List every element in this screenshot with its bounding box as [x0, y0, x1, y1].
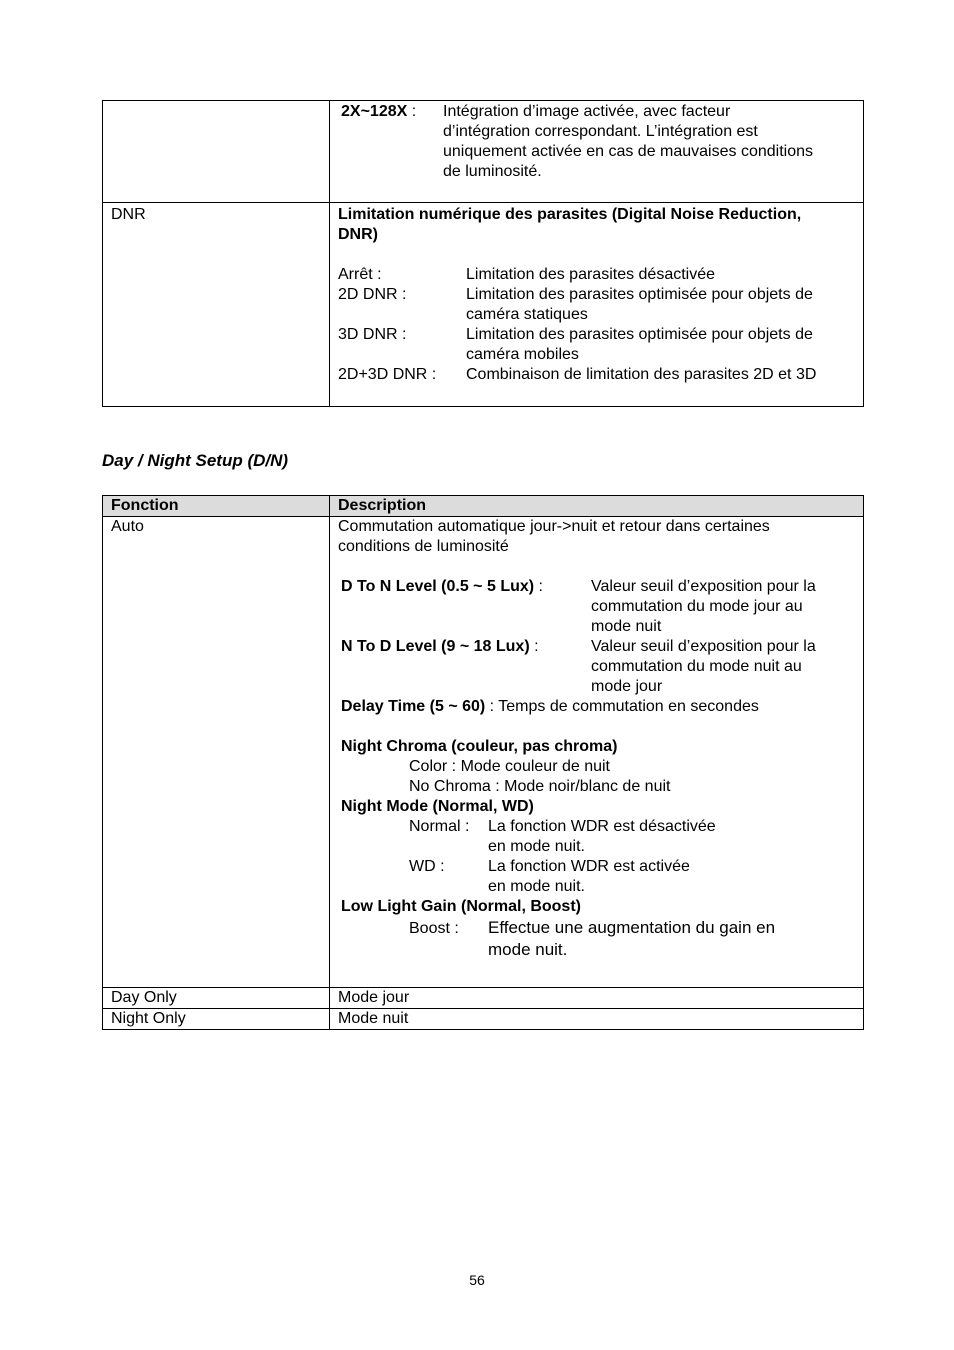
- list-item: N To D Level (9 ~ 18 Lux) : Valeur seuil d’exposition pour la commutation du mode nuit au mode jour: [341, 638, 816, 695]
- list-item: Boost : Effectue une augmentation du gain en mode nuit.: [409, 918, 776, 959]
- header-description: Description: [338, 497, 427, 514]
- table-header-row: [103, 496, 863, 516]
- list-item: Delay Time (5 ~ 60) : Temps de commutation en secondes: [341, 698, 759, 715]
- description-cell: Mode nuit: [338, 1010, 409, 1027]
- list-item: 2D DNR : Limitation des parasites optimisée pour objets de caméra statiques: [338, 286, 813, 323]
- function-cell: Auto: [103, 517, 330, 987]
- table-row: [103, 1008, 863, 1029]
- table-row: [103, 516, 863, 987]
- settings-table-continued: [102, 100, 864, 407]
- function-cell: Day Only: [103, 988, 330, 1008]
- integration-key: 2X~128X :: [341, 103, 417, 120]
- description-cell: Limitation numérique des parasites (Digital Noise Reduction, DNR) Arrêt : Limitation des parasites désactivée 2D DNR : Limitation des parasites optimisée pour objets de caméra statiques 3D DNR : Limitation des parasites optimisée pour objets de caméra mobiles 2D+3D DNR : Combinaison de limitation des parasites 2D et 3D: [330, 203, 863, 406]
- day-night-table: [102, 495, 864, 1030]
- night-chroma-title: Night Chroma (couleur, pas chroma): [341, 738, 618, 755]
- header-fonction: Fonction: [103, 496, 330, 516]
- page-number: 56: [469, 1272, 485, 1288]
- description-cell: Mode jour: [338, 989, 410, 1006]
- list-item: Normal : La fonction WDR est désactivée en mode nuit.: [409, 818, 716, 855]
- integration-description: Intégration d’image activée, avec facteur d’intégration correspondant. L’intégration est uniquement activée en cas de mauvaises conditions de luminosité.: [443, 103, 813, 180]
- table-row: [103, 202, 863, 406]
- low-light-title: Low Light Gain (Normal, Boost): [341, 898, 581, 915]
- function-cell: Night Only: [103, 1009, 330, 1029]
- list-item: Arrêt : Limitation des parasites désactivée: [338, 266, 716, 283]
- description-cell: [330, 101, 863, 202]
- dnr-title: Limitation numérique des parasites (Digital Noise Reduction,: [338, 206, 802, 223]
- list-item: WD : La fonction WDR est activée en mode nuit.: [409, 858, 690, 895]
- list-item: 2D+3D DNR : Combinaison de limitation des parasites 2D et 3D: [338, 366, 817, 383]
- description-cell: Commutation automatique jour->nuit et retour dans certaines conditions de luminosité D To N Level (0.5 ~ 5 Lux) : Valeur seuil d’exposition pour la commutation du mode jour au mode nuit N To D Level (9 ~ 18 Lux) : Valeur seuil d’exposition pour la commutation du mode nuit au mode jour Delay Time (5 ~ 60) : Temps de commutation en secondes Night Chroma (couleur, pas chroma) Color : Mode couleur de nuit No Chroma : Mode noir/blanc de nuit Night Mode (Normal, WD) Normal : La fonction WDR est désactivée en mode nuit. WD : La fonction WDR est activée en mode nuit. Low Light Gain (Normal, Boost) Boost : Effectue une augmentation du gain en mode nuit.: [330, 517, 863, 987]
- table-row: [103, 987, 863, 1008]
- list-item: D To N Level (0.5 ~ 5 Lux) : Valeur seuil d’exposition pour la commutation du mode jour au mode nuit: [341, 578, 816, 635]
- function-cell: [103, 101, 330, 202]
- table-row: [103, 101, 863, 202]
- section-title: Day / Night Setup (D/N): [102, 451, 289, 470]
- night-mode-title: Night Mode (Normal, WD): [341, 798, 534, 815]
- auto-intro: Commutation automatique jour->nuit et retour dans certaines: [338, 518, 770, 535]
- function-cell: DNR: [103, 203, 330, 406]
- list-item: 3D DNR : Limitation des parasites optimisée pour objets de caméra mobiles: [338, 326, 813, 363]
